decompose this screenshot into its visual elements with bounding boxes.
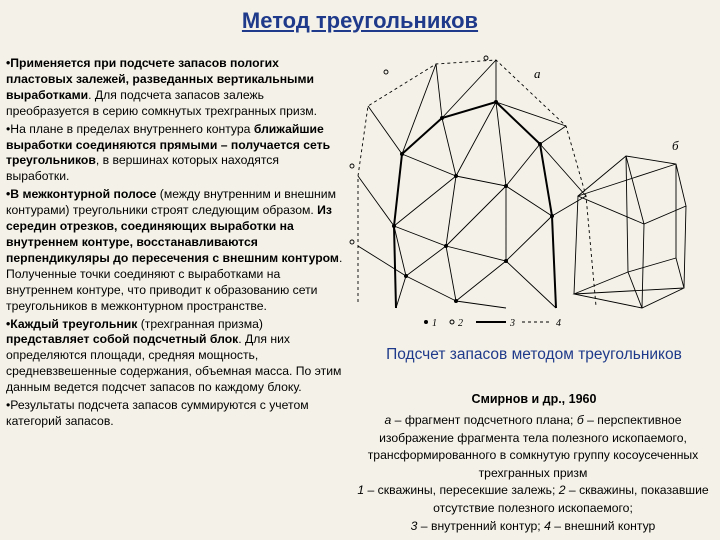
- empty-well-3: [350, 164, 354, 168]
- prism-bottom: [574, 258, 684, 308]
- bullet-5: [6, 398, 344, 430]
- caption-t2: – скважины, показавшие отсутствие полезного ископаемого;: [433, 483, 709, 515]
- bullet-1: [6, 56, 344, 120]
- bullet-3-bold-2: Из середин отрезков, соединяющих выработки на внутреннем контуре, восстанавливаются перпендикуляры до пересечения с внешним контуром: [6, 203, 339, 265]
- prism-group: [574, 156, 686, 308]
- bullet-2-text: , в вершинах которых находятся выработки.: [6, 153, 279, 184]
- well-5: [504, 184, 508, 188]
- bullet-3: [6, 187, 344, 314]
- bullet-4-text-1: (трехгранная призма): [137, 316, 263, 331]
- well-2: [440, 116, 444, 120]
- caption-a-text: – фрагмент подсчетного плана;: [391, 413, 577, 427]
- caption-t1: – скважины, пересекшие залежь;: [364, 483, 559, 498]
- empty-wells: [350, 56, 488, 244]
- empty-well-1: [384, 70, 388, 74]
- bullet-4-text-2: . Для них определяются площади, средняя мощность, средневзвешенные содержания, объемная масса. По этим данным ведется подсчет запасов по каждому блоку.: [6, 332, 342, 395]
- caption-n4: 4: [544, 518, 551, 533]
- well-3: [494, 100, 498, 104]
- author-citation: Смирнов и др., 1960: [471, 392, 597, 406]
- empty-well-2: [484, 56, 488, 60]
- figure-label-b: б: [672, 138, 679, 153]
- well-12: [454, 299, 458, 303]
- bullet-2-pre: •На плане в пределах внутреннего контура: [6, 121, 254, 136]
- caption-n2: 2: [558, 483, 566, 498]
- description-text: [6, 56, 344, 432]
- figure-label-a: а: [534, 66, 541, 81]
- bullet-3-text-2: . Полученные точки соединяют с выработками на внутреннем контуре, что приводит к образованию сети треугольников в межконтурном пространстве.: [6, 250, 343, 313]
- legend-2: 2: [458, 318, 463, 329]
- page-title: Метод треугольников: [241, 8, 479, 33]
- well-8: [444, 244, 448, 248]
- well-11: [404, 274, 408, 278]
- triangulation-figure: [346, 46, 714, 336]
- outer-contour: [358, 60, 596, 306]
- prism-top: [578, 156, 686, 224]
- bullet-4: [6, 317, 344, 397]
- well-6: [538, 142, 542, 146]
- well-9: [550, 214, 554, 218]
- caption-a: а: [384, 413, 392, 427]
- caption-n1: 1: [357, 483, 365, 498]
- bullet-4-bold-1: •Каждый треугольник: [6, 316, 138, 331]
- inner-contour: [394, 102, 556, 308]
- caption-b: б: [576, 413, 584, 427]
- caption-t4: – внешний контур: [550, 518, 656, 533]
- figure-caption: [352, 412, 714, 535]
- triangle-network: [358, 60, 596, 308]
- well-4: [454, 174, 458, 178]
- bullet-1-text: . Для подсчета запасов залежь преобразуется в серию сомкнутых трехгранных призм.: [6, 87, 318, 118]
- empty-well-4: [350, 240, 354, 244]
- bullet-1-bold: •Применяется при подсчете запасов пологих пластовых залежей, разведанных вертикальными выработками: [6, 56, 314, 102]
- legend-3: 3: [510, 318, 515, 329]
- legend-symbol-2: [450, 320, 454, 324]
- caption-title: Подсчет запасов методом треугольников: [386, 346, 682, 363]
- legend-symbol-1: [424, 320, 428, 324]
- legend-1: 1: [432, 318, 437, 329]
- bullet-4-bold-2: представляет собой подсчетный блок: [6, 332, 239, 347]
- legend-4: 4: [556, 318, 561, 329]
- well-1: [400, 152, 404, 156]
- caption-n3: 3: [410, 518, 418, 533]
- bullet-5-text: •Результаты подсчета запасов суммируются с учетом категорий запасов.: [6, 398, 309, 428]
- network-lines: [358, 60, 586, 308]
- bullet-3-bold-1: •В межконтурной полосе: [6, 187, 157, 202]
- bullet-2-bold: ближайшие выработки соединяются прямыми – получается сеть треугольников: [6, 121, 331, 168]
- caption-t3: – внутренний контур;: [417, 518, 545, 533]
- bullet-2: [6, 122, 344, 186]
- bullet-3-text-1: (между внутренним и внешним контурами) треугольники строят следующим образом.: [6, 187, 336, 218]
- figure-legend: [424, 318, 561, 329]
- caption-b-text: – перспективное изображение фрагмента тела полезного ископаемого, трансформированного в сомкнутую группу косоусеченных трехгранных призм: [367, 413, 699, 480]
- well-7: [392, 224, 396, 228]
- well-10: [504, 259, 508, 263]
